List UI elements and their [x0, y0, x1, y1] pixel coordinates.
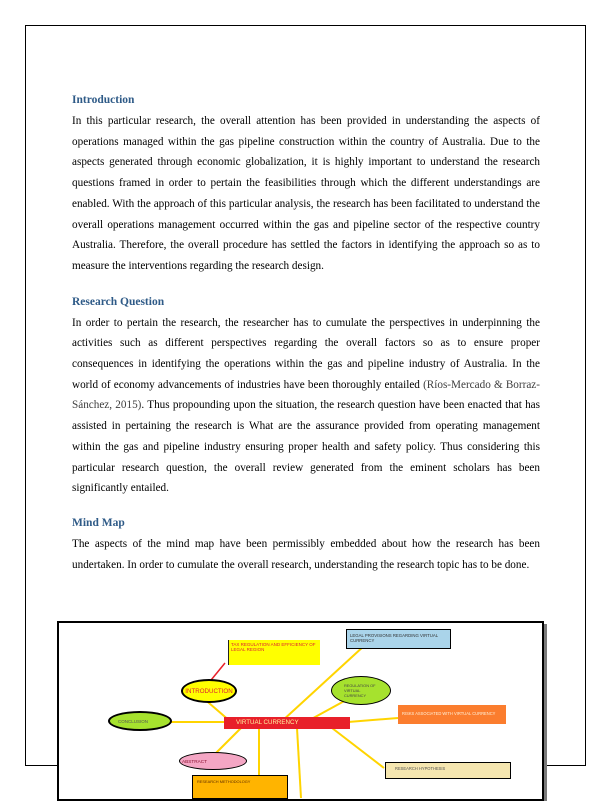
research-question-paragraph	[72, 313, 540, 499]
node-introduction-label: INTRODUCTION	[185, 687, 233, 695]
node-abstract	[179, 752, 247, 770]
node-taxation	[228, 640, 320, 665]
node-regulation-label: REGULATION OF VIRTUAL CURRENCY	[344, 683, 376, 698]
research-question-text-end: . Thus propounding upon the situation, the research question have been enacted that has assisted in pertaining the research is What are the assurance provided from operating management within the gas and pipeline industry ensuring proper health and safety policy. Thus considering this particular research question, the overall review generated from the eminent scholars has been significantly entailed.	[72, 399, 540, 495]
research-question-heading: Research Question	[72, 295, 165, 308]
mind-map-paragraph: The aspects of the mind map have been permissibly embedded about how the research has been undertaken. In order to cumulate the overall research, understanding the research topic has to be done.	[72, 537, 540, 571]
citation-link[interactable]: (Ríos-Mercado & Borraz-Sánchez, 2015)	[72, 378, 540, 412]
mind-map-heading: Mind Map	[72, 516, 125, 529]
node-risks	[398, 705, 506, 724]
node-research-hypothesis	[385, 762, 511, 779]
research-question-text-start: In order to pertain the research, the researcher has to cumulate the perspectives in underpinning the activities such as different perspectives regarding the overall factors so as to ensure proper consequences in identifying the operations within the gas and pipeline industry of Australia. In the world of economy advancements of industries have been thoroughly entailed	[72, 316, 540, 391]
node-virtual-currency[interactable]	[224, 717, 350, 729]
node-conclusion	[108, 711, 172, 731]
document-body	[72, 94, 540, 575]
node-introduction	[181, 679, 237, 703]
connector-down	[297, 728, 301, 798]
connector-to-hypothesis	[332, 728, 384, 768]
introduction-paragraph: In this particular research, the overall attention has been provided in understanding the aspects of operations managed within the gas pipeline construction within the country of Australia. Due to the aspects generated through economic globalization, it is highly important to understand the research questions framed in order to pertain the feasibilities through which the different understandings are enabled. With the approach of this particular analysis, the research has been facilitated to understand the overall operations management occurred within the gas and pipeline sector of the respective country Australia. Therefore, the overall procedure has settled the factors in identifying the approach so as to measure the interventions regarding the research design.	[72, 115, 540, 272]
node-legal-provisions-label: LEGAL PROVISIONS REGARDING VIRTUAL CURRENCY	[350, 633, 438, 643]
node-abstract-label: ABSTRACT	[182, 758, 208, 764]
mind-map-figure	[57, 621, 544, 801]
connector-to-risks	[348, 718, 398, 722]
node-regulation	[331, 676, 391, 705]
node-virtual-currency-label: VIRTUAL CURRENCY	[236, 719, 299, 726]
node-taxation-label: TAX REGULATION AND EFFICIENCY OF LEGAL REGION	[231, 642, 316, 652]
node-research-methodology	[192, 775, 288, 799]
node-legal-provisions	[346, 629, 451, 649]
introduction-heading: Introduction	[72, 94, 135, 106]
node-conclusion-label: CONCLUSION	[118, 718, 149, 724]
node-research-hypothesis-label: RESEARCH HYPOTHESIS	[395, 766, 446, 771]
node-research-methodology-label: RESEARCH METHODOLOGY	[197, 779, 251, 784]
node-risks-label: RISKS ASSOCIATED WITH VIRTUAL CURRENCY	[402, 711, 496, 716]
